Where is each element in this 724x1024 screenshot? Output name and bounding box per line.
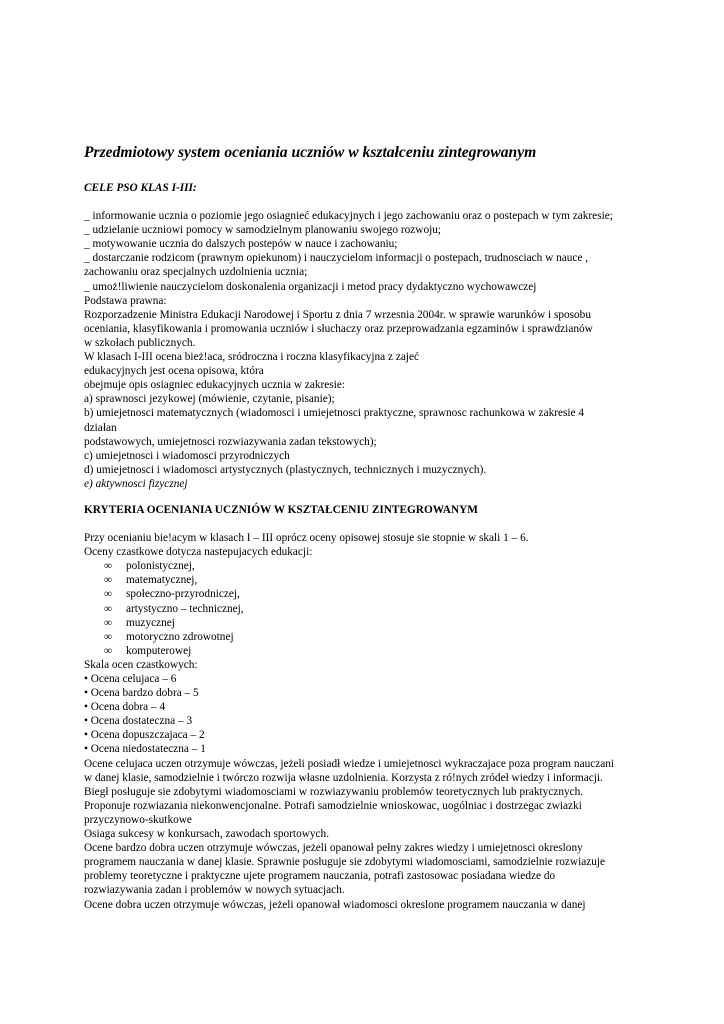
description-line: problemy teoretyczne i praktyczne ujete programem nauczania, potrafi zastosowac posiadana wiedze do — [84, 870, 556, 883]
education-areas-list — [84, 559, 664, 658]
description-line: Ocene celujaca uczen otrzymuje wówczas, jeżeli posiadł wiedze i umiejetnosci wykraczajace poza program nauczani — [84, 757, 615, 770]
legal-line: w szkołach publicznych. — [84, 336, 196, 349]
criteria-heading: KRYTERIA OCENIANIA UCZNIÓW W KSZTAŁCENIU ZINTEGROWANYM — [84, 503, 478, 516]
legal-line: Rozporzadzenie Ministra Edukacji Narodowej i Sportu z dnia 7 wrzesnia 2004r. w sprawie warunków i sposobu — [84, 308, 591, 321]
legal-line: a) sprawnosci jezykowej (mówienie, czytanie, pisanie); — [84, 393, 335, 406]
goal-line: _ umoż!liwienie nauczycielom doskonalenia organizacji i metod pracy dydaktyczno wychowawczej — [84, 280, 537, 293]
legal-line: obejmuje opis osiagniec edukacyjnych ucznia w zakresie: — [84, 379, 345, 392]
grade-descriptions — [84, 757, 664, 912]
spacer — [84, 517, 664, 531]
list-item-label: motoryczno zdrowotnej — [126, 630, 234, 643]
list-item-label: artystyczno – technicznej, — [126, 602, 244, 615]
scale-item: • Ocena niedostateczna – 1 — [84, 743, 206, 756]
list-item — [84, 587, 664, 601]
list-item-label: polonistycznej, — [126, 560, 195, 573]
goal-line: _ informowanie ucznia o poziomie jego osiagnieć edukacyjnych i jego zachowaniu oraz o postepach w tym zakresie; — [84, 210, 613, 223]
infinity-bullet-icon: ∞ — [104, 602, 113, 615]
infinity-bullet-icon: ∞ — [104, 588, 113, 601]
scale-item: • Ocena dobra – 4 — [84, 701, 166, 714]
description-line: programem nauczania w danej klasie. Sprawnie posługuje sie zdobytymi wiadomosciami, samodzielnie rozwiazuje — [84, 856, 606, 869]
list-item-label: społeczno-przyrodniczej, — [126, 588, 240, 601]
legal-line: oceniania, klasyfikowania i promowania uczniów i słuchaczy oraz przeprowadzania egzaminów i sprawdzianów — [84, 322, 593, 335]
criteria-intro-line: Przy ocenianiu bie!acym w klasach I – III oprócz oceny opisowej stosuje sie stopnie w skali 1 – 6. — [84, 532, 529, 545]
criteria-intro-line: Oceny czastkowe dotycza nastepujacych edukacji: — [84, 546, 313, 559]
goal-line: zachowaniu oraz specjalnych uzdolnienia ucznia; — [84, 266, 308, 279]
description-line: Biegł posługuje sie zdobytymi wiadomosciami w rozwiazywaniu problemów teoretycznych lub praktycznych. — [84, 785, 584, 798]
scale-heading: Skala ocen czastkowych: — [84, 658, 198, 671]
infinity-bullet-icon: ∞ — [104, 574, 113, 587]
goal-line: _ motywowanie ucznia do dalszych postepów w nauce i zachowaniu; — [84, 238, 398, 251]
grade-scale — [84, 658, 664, 757]
list-item — [84, 630, 664, 644]
legal-line: podstawowych, umiejetnosci rozwiazywania zadan tekstowych); — [84, 435, 377, 448]
legal-line: edukacyjnych jest ocena opisowa, która — [84, 365, 264, 378]
goals-list — [84, 209, 664, 294]
spacer — [84, 195, 664, 209]
list-item-label: muzycznej — [126, 616, 175, 629]
description-line: Proponuje rozwiazania niekonwencjonalne. Potrafi samodzielnie wnioskowac, uogólniac i dostrzegac zwiazki — [84, 799, 582, 812]
infinity-bullet-icon: ∞ — [104, 616, 113, 629]
infinity-bullet-icon: ∞ — [104, 630, 113, 643]
list-item — [84, 573, 664, 587]
legal-line: W klasach I-III ocena bież!aca, sródroczna i roczna klasyfikacyjna z zajeć — [84, 351, 420, 364]
legal-basis — [84, 294, 664, 491]
description-line: Ocene bardzo dobra uczen otrzymuje wówczas, jeżeli opanował pełny zakres wiedzy i umiejetnosci okreslony — [84, 842, 583, 855]
goal-line: _ dostarczanie rodzicom (prawnym opiekunom) i nauczycielom informacji o postepach, trudnosciach w nauce , — [84, 252, 589, 265]
criteria-intro — [84, 531, 664, 559]
list-item — [84, 644, 664, 658]
scale-item: • Ocena bardzo dobra – 5 — [84, 687, 199, 700]
infinity-bullet-icon: ∞ — [104, 644, 113, 657]
legal-line: działan — [84, 421, 117, 434]
goals-heading: CELE PSO KLAS I-III: — [84, 182, 197, 194]
infinity-bullet-icon: ∞ — [104, 560, 113, 573]
list-item-label: komputerowej — [126, 644, 192, 657]
list-item — [84, 559, 664, 573]
description-line: Osiaga sukcesy w konkursach, zawodach sportowych. — [84, 828, 330, 841]
scale-item: • Ocena dostateczna – 3 — [84, 715, 193, 728]
description-line: w danej klasie, samodzielnie i twórczo rozwija własne uzdolnienia. Korzysta z ró!nych zródeł wiedzy i informacji. — [84, 771, 603, 784]
scale-item: • Ocena celujaca – 6 — [84, 673, 177, 685]
list-item — [84, 616, 664, 630]
list-item — [84, 602, 664, 616]
legal-line-italic: e) aktywnosci fizycznej — [84, 477, 188, 490]
description-line: Ocene dobra uczen otrzymuje wówczas, jeżeli opanował wiadomosci okreslone programem nauczania w danej — [84, 898, 586, 911]
description-line: rozwiazywania zadan i problemów w nowych sytuacjach. — [84, 884, 345, 897]
legal-line: b) umiejetnosci matematycznych (wiadomosci i umiejetnosci praktyczne, sprawnosc rachunkowa w zakresie 4 — [84, 407, 585, 420]
legal-line: c) umiejetnosci i wiadomosci przyrodniczych — [84, 449, 290, 462]
legal-line: d) umiejetnosci i wiadomosci artystycznych (plastycznych, technicznych i muzycznych). — [84, 463, 487, 476]
document-title: Przedmiotowy system oceniania uczniów w kształceniu zintegrowanym — [84, 144, 537, 161]
description-line: przyczynowo-skutkowe — [84, 813, 192, 826]
legal-line: Podstawa prawna: — [84, 294, 167, 307]
list-item-label: matematycznej, — [126, 574, 198, 587]
scale-item: • Ocena dopuszczajaca – 2 — [84, 729, 205, 742]
goal-line: _ udzielanie uczniowi pomocy w samodzielnym planowaniu swojego rozwoju; — [84, 224, 442, 237]
document-body — [84, 143, 664, 912]
